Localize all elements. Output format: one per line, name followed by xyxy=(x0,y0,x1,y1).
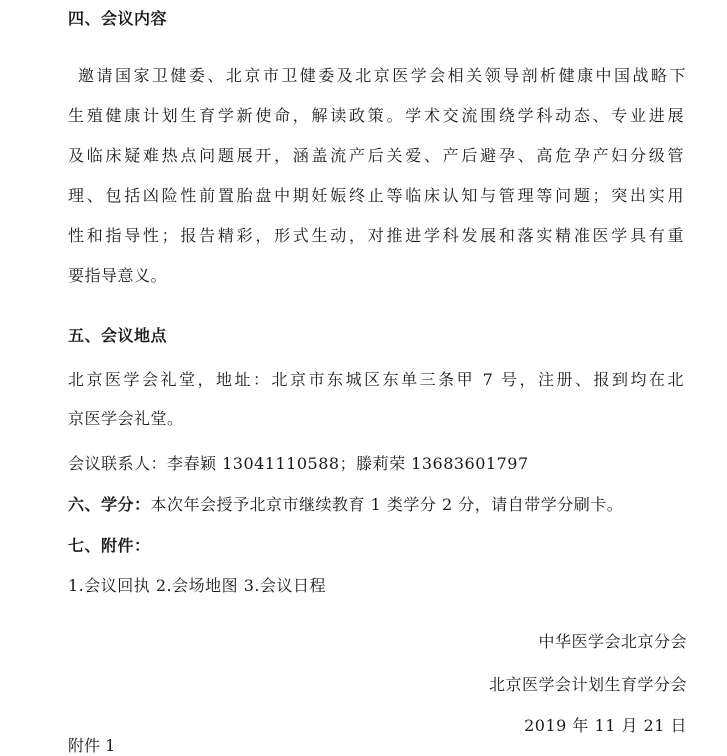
section4-line-4: 理、包括凶险性前置胎盘中期妊娠终止等临床认知与管理等问题；突出实用 xyxy=(68,186,684,205)
signature-org-2: 北京医学会计划生育学分会 xyxy=(488,675,687,694)
section5-address-line-1: 北京医学会礼堂，地址：北京市东城区东单三条甲 7 号，注册、报到均在北 xyxy=(68,370,684,389)
section6-label: 六、学分： xyxy=(68,495,151,514)
section6-paragraph xyxy=(68,492,623,515)
section4-heading: 四、会议内容 xyxy=(68,9,168,28)
section4-line-5: 性和指导性；报告精彩，形式生动，对推进学科发展和落实精准医学具有重 xyxy=(68,226,684,245)
signature-org-1: 中华医学会北京分会 xyxy=(538,632,687,651)
section4-line-2: 生殖健康计划生育学新使命，解读政策。学术交流围绕学科动态、专业进展 xyxy=(68,106,684,125)
section5-heading: 五、会议地点 xyxy=(68,326,168,345)
section5-address-line-2: 京医学会礼堂。 xyxy=(68,409,184,428)
section4-line-3: 及临床疑难热点问题展开，涵盖流产后关爱、产后避孕、高危孕产妇分级管 xyxy=(68,146,684,165)
section6-text: 本次年会授予北京市继续教育 1 类学分 2 分，请自带学分刷卡。 xyxy=(150,495,624,514)
section7-attachment-list: 1.会议回执 2.会场地图 3.会议日程 xyxy=(68,576,326,595)
signature-date: 2019 年 11 月 21 日 xyxy=(524,716,687,735)
attachment-1-label: 附件 1 xyxy=(68,736,116,755)
section4-line-1: 邀请国家卫健委、北京市卫健委及北京医学会相关领导剖析健康中国战略下 xyxy=(78,66,686,85)
section7-heading: 七、附件： xyxy=(68,536,151,555)
section5-contact: 会议联系人：李春颖 13041110588；滕莉荣 13683601797 xyxy=(68,454,529,473)
section4-line-6: 要指导意义。 xyxy=(68,266,168,285)
